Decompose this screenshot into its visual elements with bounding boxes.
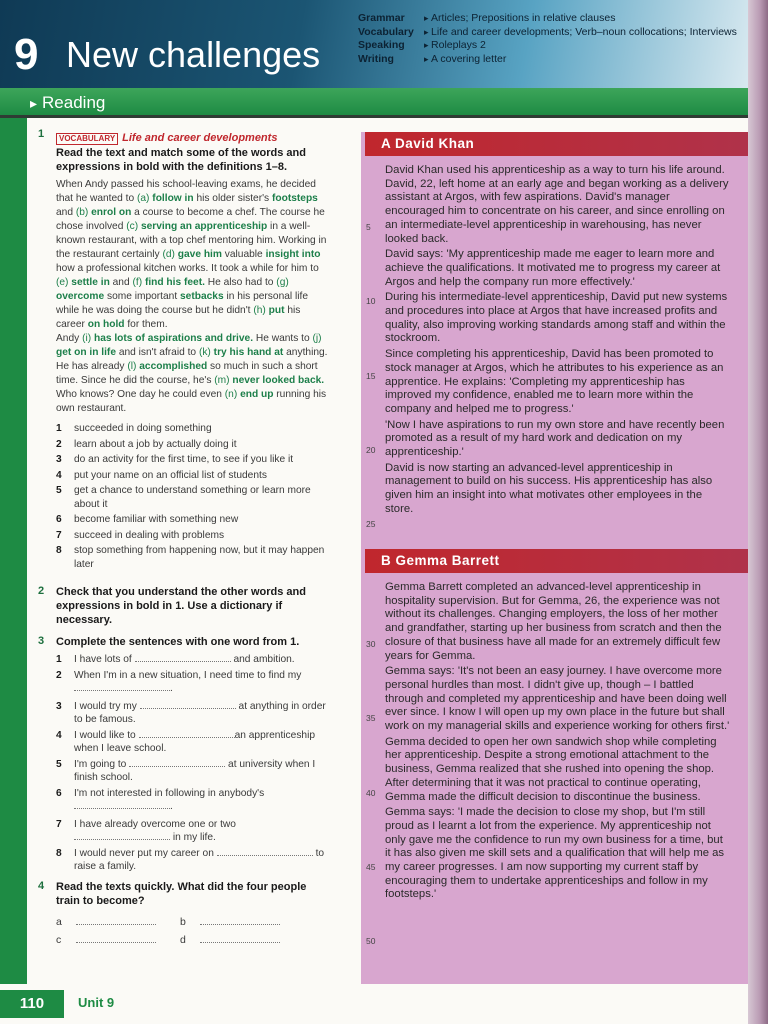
text-a-heading: A David Khan xyxy=(365,132,748,156)
paragraph: Gemma says: 'I made the decision to close my shop, but I'm still proud as I learnt a lot from the experience. My apprenticeship not only gave me the confidence to run my own business for a time, but it has also given me skill sets and a qualification that will help me as my career progresses. I am now supporting my current staff by encouraging them to undertake apprenticeships and follow in my footsteps.' xyxy=(385,806,725,901)
answer-blank[interactable] xyxy=(200,916,280,925)
topic-grammar: Grammar ▸ Articles; Prepositions in relative clauses xyxy=(358,12,737,26)
vocabulary-tag: VOCABULARY xyxy=(56,133,118,145)
line-number: 10 xyxy=(366,296,376,306)
answer-label: d xyxy=(180,933,186,946)
paragraph: Gemma decided to open her own sandwich shop while completing her apprenticeship. Despite a strong emotional attachment to the business, Gemma realized that she rushed into opening the shop. After determining that it was not practical to continue operating, Gemma made the difficult decision to discontinue the business. xyxy=(385,735,717,803)
line-number: 20 xyxy=(366,445,376,455)
answer-blank[interactable] xyxy=(140,700,236,709)
line-number: 45 xyxy=(366,862,376,872)
paragraph: Gemma says: 'It's not been an easy journey. I have overcome more personal hurdles than most. I didn't give up, though – I battled through and completed my apprenticeship and have been doing well ever since. I know I will open up my own place in the future but shall work on my managerial skills and experience working for others first.' xyxy=(385,665,730,733)
task-instruction: Read the text and match some of the words and expressions in bold with the definitions 1–8. xyxy=(56,147,306,173)
unit-header xyxy=(0,0,748,88)
task-number: 3 xyxy=(38,635,45,647)
text-a-body xyxy=(361,156,748,549)
line-number: 30 xyxy=(366,639,376,649)
list-item: 6 become familiar with something new xyxy=(56,514,239,525)
answer-label: b xyxy=(180,915,186,928)
reading-texts-panel xyxy=(361,132,748,984)
answer-blank[interactable] xyxy=(76,916,156,925)
task-instruction: Check that you understand the other words and expressions in bold in 1. Use a dictionary if necessary. xyxy=(56,586,306,626)
paragraph: David is now starting an advanced-level apprenticeship in management to build on his success. His apprenticeship has also given him an insight into what motivates other employees in the store. xyxy=(385,461,713,515)
page-number: 110 xyxy=(0,990,64,1018)
page-margin-strip xyxy=(0,118,27,984)
answer-blank[interactable] xyxy=(135,653,231,662)
list-item: 6 I'm not interested in following in anybody's . xyxy=(56,787,265,812)
gap-fill-list xyxy=(56,653,330,874)
paragraph: David says: 'My apprenticeship made me eager to learn more and achieve the qualifications. It motivated me to progress my career at Argos and help the company run more effectively.' xyxy=(385,248,721,288)
task-number: 2 xyxy=(38,585,45,597)
task-3 xyxy=(30,635,330,874)
list-item: 1 succeeded in doing something xyxy=(56,423,212,434)
answer-blank[interactable] xyxy=(200,934,280,943)
list-item: 3 I would try my at anything in order to be famous. xyxy=(56,700,326,725)
answer-grid xyxy=(56,916,330,946)
answer-blank[interactable] xyxy=(129,758,225,767)
answer-blank[interactable] xyxy=(217,847,313,856)
list-item: 1 I have lots of and ambition. xyxy=(56,654,295,665)
vocabulary-title: Life and career developments xyxy=(122,132,278,144)
book-spine-edge xyxy=(748,0,768,1024)
page-footer xyxy=(0,984,748,1024)
topic-speaking: Speaking ▸ Roleplays 2 xyxy=(358,39,737,53)
reading-passage: When Andy passed his school-leaving exams, he decided that he wanted to (a) follow in his older sister's footsteps and (b) enrol on a course to become a chef. The course he chose involved (c) serving an apprenticeship in a well-known restaurant, with a top chef mentoring him. Working in the restaurant certainly (d) gave him valuable insight into how a professional kitchen works. It took a while for him to (e) settle in and (f) find his feet. He also had to (g) overcome some important setbacks in his personal life while he was doing the course but he didn't (h) put his career on hold for them. Andy (i) has lots of aspirations and drive. He wants to (j) get on in life and isn't afraid to (k) try his hand at anything. He has already (l) accomplished so much in such a short time. Since he did the course, he's (m) never looked back. Who knows? One day he could even (n) end up running his own restaurant. xyxy=(56,179,328,414)
list-item: 3 do an activity for the first time, to see if you like it xyxy=(56,454,294,465)
unit-topics xyxy=(358,12,737,66)
list-item: 7 succeed in dealing with problems xyxy=(56,529,225,541)
section-bar xyxy=(0,88,748,118)
answer-blank[interactable] xyxy=(74,682,170,691)
list-item: 8 I would never put my career on to raise a family. xyxy=(56,847,325,872)
line-number: 50 xyxy=(366,936,376,946)
task-4 xyxy=(30,880,330,946)
paragraph: During his intermediate-level apprenticeship, David put new systems and procedures into place at Argos that have increased profits and quality, also improving working standards among staff and within the stockroom. xyxy=(385,291,728,345)
list-item: 5 I'm going to at university when I finish school. xyxy=(56,758,316,783)
section-title: ▸ Reading xyxy=(30,93,105,113)
topic-writing: Writing ▸ A covering letter xyxy=(358,53,737,67)
paragraph: David Khan used his apprenticeship as a way to turn his life around. David, 22, left home at an early age and began working as a delivery assistant at Argos, with few aspirations. David's manager encouraged him to concentrate on his career, and since enrolling on an intermediate-level apprenticeship in warehousing, has never looked back. xyxy=(385,164,729,245)
list-item: 8 stop something from happening now, but it may happen later xyxy=(56,545,325,570)
task-number: 4 xyxy=(38,879,45,892)
list-item: 7 I have already overcome one or two in my life. xyxy=(56,818,236,843)
topic-vocabulary: Vocabulary ▸ Life and career developments; Verb–noun collocations; Interviews xyxy=(358,26,737,40)
answer-blank[interactable] xyxy=(74,800,170,809)
text-b-heading: B Gemma Barrett xyxy=(365,549,748,573)
task-instruction: Complete the sentences with one word from 1. xyxy=(56,636,300,648)
footer-unit-label: Unit 9 xyxy=(78,995,115,1010)
text-b-body xyxy=(361,573,748,946)
list-item: 5 get a chance to understand something or learn more about it xyxy=(56,485,311,510)
line-number: 5 xyxy=(366,222,371,232)
definitions-list xyxy=(56,422,330,571)
list-item: 2 learn about a job by actually doing it xyxy=(56,438,237,450)
line-number: 15 xyxy=(366,371,376,381)
answer-label: a xyxy=(56,915,62,928)
list-item: 4 put your name on an official list of students xyxy=(56,469,267,481)
task-1 xyxy=(30,128,330,571)
line-number: 25 xyxy=(366,519,376,529)
task-2 xyxy=(30,585,330,627)
answer-blank[interactable] xyxy=(76,934,156,943)
answer-blank[interactable] xyxy=(74,831,170,840)
answer-blank[interactable] xyxy=(139,729,235,738)
paragraph: Since completing his apprenticeship, David has been promoted to stock manager at Argos, which he attributes to his experience as an apprentice. He explains: 'Completing my apprenticeship has improved my confidence, enabled me to learn more within the company and helped me to progress.' xyxy=(385,348,724,415)
task-number: 1 xyxy=(38,128,45,140)
line-number: 35 xyxy=(366,713,376,723)
task-instruction: Read the texts quickly. What did the four people train to become? xyxy=(56,880,307,907)
list-item: 4 I would like to an apprenticeship when I leave school. xyxy=(56,729,316,754)
paragraph: Gemma Barrett completed an advanced-level apprenticeship in hospitality supervision. But for Gemma, 26, the experience was not without its challenges. Changing employers, the loss of her mother and grandfather, starting up her business from scratch and then the closure of that business have all made for an extremely difficult few years for Gemma. xyxy=(385,581,722,662)
line-number: 40 xyxy=(366,788,376,798)
list-item: 2 When I'm in a new situation, I need time to find my . xyxy=(56,669,302,694)
answer-label: c xyxy=(56,933,62,946)
unit-title: New challenges xyxy=(66,34,321,75)
exercises-column xyxy=(30,128,330,946)
paragraph: 'Now I have aspirations to run my own store and have recently been promoted as a result of my hard work and dedication on my apprenticeship.' xyxy=(385,418,725,459)
unit-number: 9 xyxy=(14,30,38,79)
